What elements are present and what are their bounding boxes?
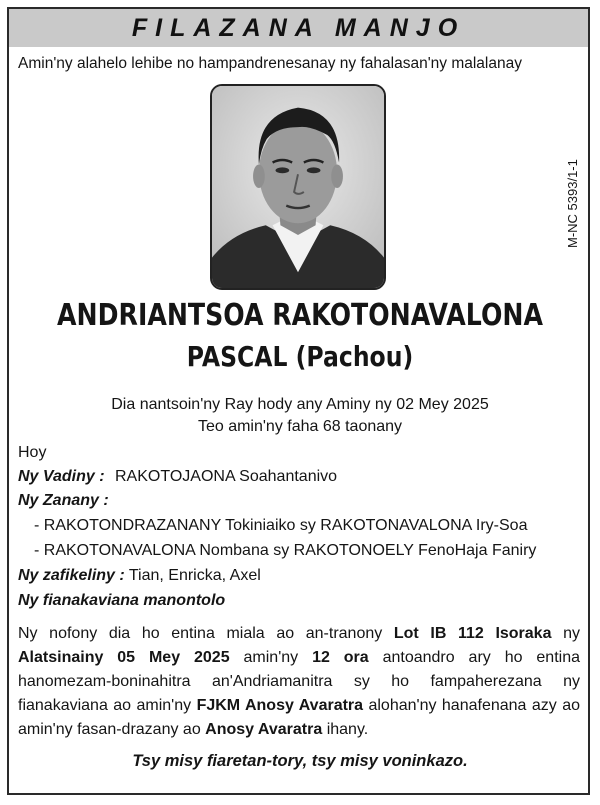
funeral-text: amin'ny [229, 649, 313, 666]
child-line: - RAKOTONAVALONA Nombana sy RAKOTONOELY FenoHaja Faniry [34, 542, 537, 559]
reference-code: M-NC 5393/1-1 [565, 159, 580, 248]
deceased-given-name: PASCAL (Pachou) [186, 340, 414, 373]
children-label: Ny Zanany : [18, 492, 109, 509]
death-date-line: Dia nantsoin'ny Ray hody any Aminy ny 02 Mey 2025 [111, 396, 489, 413]
grandchildren-row [18, 567, 261, 585]
grandchildren-value: Tian, Enricka, Axel [128, 567, 261, 584]
burial-place: Anosy Avaratra [205, 721, 323, 738]
closing-note: Tsy misy fiaretan-tory, tsy misy voninkazo. [132, 752, 468, 770]
extended-family: Ny fianakaviana manontolo [18, 592, 226, 609]
funeral-time: 12 ora [312, 649, 369, 666]
funeral-church: FJKM Anosy Avaratra [196, 697, 364, 714]
portrait-photo [210, 84, 386, 290]
funeral-text: alohan'ny hanafenana azy ao amin'ny fasan-drazany ao [18, 697, 580, 738]
grandchildren-label: Ny zafikeliny : [18, 567, 125, 584]
age-line: Teo amin'ny faha 68 taonany [197, 418, 403, 435]
notice-header: FILAZANA MANJO [9, 9, 588, 47]
deceased-name: ANDRIANTSOA RAKOTONAVALONA [57, 298, 543, 333]
family-opening: Hoy [18, 444, 47, 461]
widow-row [18, 468, 337, 486]
portrait-image [212, 86, 384, 288]
funeral-text: ny [551, 625, 581, 642]
child-line: - RAKOTONDRAZANANY Tokiniaiko sy RAKOTONAVALONA Iry-Soa [34, 517, 528, 534]
intro-text: Amin'ny alahelo lehibe no hampandrenesanay ny fahalasan'ny malalanay [18, 55, 522, 72]
funeral-date: Alatsinainy 05 Mey 2025 [18, 649, 230, 666]
funeral-text: Ny nofony dia ho entina miala ao an-tranony [18, 625, 394, 642]
widow-label: Ny Vadiny : [18, 468, 105, 485]
funeral-text: antoandro ary ho entina hanomezam-boninahitra an'Andriamanitra sy ho fampaherezana ny fianakaviana ao amin'ny [18, 649, 580, 714]
funeral-text: ihany. [322, 721, 369, 738]
funeral-address: Lot IB 112 Isoraka [393, 625, 552, 642]
funeral-paragraph [18, 622, 580, 742]
widow-value: RAKOTOJAONA Soahantanivo [115, 468, 338, 485]
